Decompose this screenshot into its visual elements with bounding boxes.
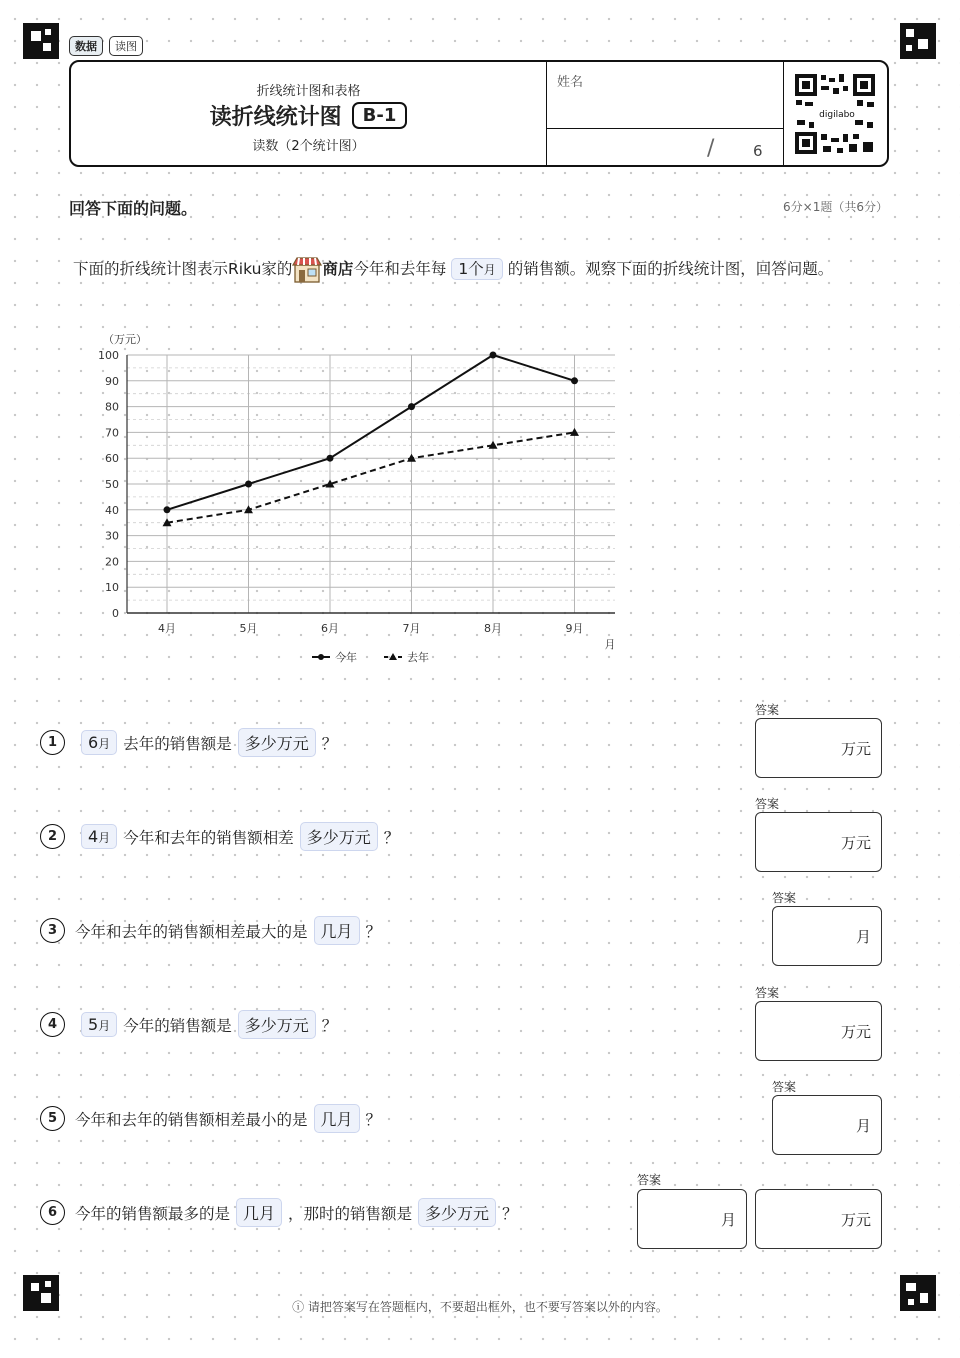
answer-unit: 月 xyxy=(855,1117,871,1135)
month-chip: 4月 xyxy=(81,824,117,849)
worksheet-header xyxy=(69,60,889,167)
x-tick-label: 4月 xyxy=(158,622,176,635)
header-title-area xyxy=(71,62,546,165)
answer-label: 答案 xyxy=(772,891,797,905)
question-text: 今年和去年的销售额相差 xyxy=(123,828,294,847)
answer-label: 答案 xyxy=(755,797,780,811)
header-caption: 读数（2个统计图） xyxy=(252,139,365,154)
ask-chip: 多少万元 xyxy=(238,728,316,757)
category-tags xyxy=(69,36,143,56)
x-tick-label: 7月 xyxy=(402,622,421,635)
y-tick-label: 20 xyxy=(105,555,119,569)
page-title: 读折线统计图 xyxy=(209,105,342,130)
question-2 xyxy=(40,822,399,851)
ask-chip: 多少万元 xyxy=(300,822,378,851)
question-text: 今年和去年的销售额相差最大的是 xyxy=(75,922,308,941)
data-point-0 xyxy=(490,352,497,359)
answer-label: 答案 xyxy=(637,1173,662,1187)
question-end: ？ xyxy=(321,1016,338,1035)
ask-chip-2: 多少万元 xyxy=(418,1198,496,1227)
shop-icon xyxy=(292,256,322,284)
name-score-box xyxy=(546,62,784,165)
y-tick-label: 10 xyxy=(105,581,119,595)
intro-paragraph xyxy=(73,252,893,287)
series-line-1 xyxy=(167,432,575,522)
intro-shop-label: 商店 xyxy=(322,260,354,278)
data-point-0 xyxy=(408,403,415,410)
footer-note: ⓘ 请把答案写在答题框内，不要超出框外，也不要写答案以外的内容。 xyxy=(292,1300,668,1314)
y-tick-label: 100 xyxy=(98,349,119,362)
tag-data: 数据 xyxy=(69,36,103,56)
x-tick-label: 9月 xyxy=(565,622,584,635)
answer-unit: 万元 xyxy=(840,834,871,852)
question-3 xyxy=(40,916,381,945)
y-tick-label: 60 xyxy=(105,452,119,466)
answer-box-2[interactable] xyxy=(755,812,882,872)
legend-marker-0 xyxy=(318,654,324,660)
ask-chip: 几月 xyxy=(314,1104,360,1133)
corner-marker-top-left xyxy=(23,23,59,59)
y-tick-label: 90 xyxy=(105,374,119,388)
intro-text-3: 的销售额。观察下面的折线统计图，回答问题。 xyxy=(507,260,834,278)
y-tick-label: 40 xyxy=(105,503,119,517)
question-text: 今年的销售额最多的是 xyxy=(75,1204,231,1223)
legend-label: 去年 xyxy=(407,651,429,664)
question-number: 3 xyxy=(40,918,65,943)
question-end: ？ xyxy=(321,734,338,753)
answer-label: 答案 xyxy=(755,703,780,717)
legend-label: 今年 xyxy=(335,651,357,664)
answer-box-6b[interactable] xyxy=(755,1189,882,1249)
question-end: ？ xyxy=(383,828,400,847)
legend-marker-1 xyxy=(389,653,397,660)
answer-box-4[interactable] xyxy=(755,1001,882,1061)
answer-unit: 万元 xyxy=(840,740,871,758)
question-number: 2 xyxy=(40,824,65,849)
month-chip: 5月 xyxy=(81,1012,117,1037)
question-number: 5 xyxy=(40,1106,65,1131)
y-tick-label: 70 xyxy=(105,426,119,440)
answer-box-5[interactable] xyxy=(772,1095,882,1155)
ask-chip: 几月 xyxy=(314,916,360,945)
intro-period-chip: 1个月 xyxy=(451,258,502,280)
y-tick-label: 50 xyxy=(105,478,119,491)
corner-marker-top-right xyxy=(900,23,936,59)
question-text: 今年和去年的销售额相差最小的是 xyxy=(75,1110,308,1129)
question-number: 6 xyxy=(40,1200,65,1225)
answer-unit: 月 xyxy=(720,1211,736,1229)
ask-chip: 几月 xyxy=(236,1198,282,1227)
line-chart xyxy=(90,328,640,678)
score-total: 6 xyxy=(753,142,763,160)
x-tick-label: 6月 xyxy=(321,622,339,635)
data-point-0 xyxy=(164,506,171,513)
intro-text-1: 下面的折线统计图表示Riku家的 xyxy=(73,260,293,278)
name-label: 姓名 xyxy=(557,75,584,90)
y-tick-label: 0 xyxy=(112,607,119,620)
tag-read-graph: 读图 xyxy=(109,36,143,56)
answer-unit: 月 xyxy=(855,928,871,946)
level-badge: B-1 xyxy=(352,102,408,129)
data-point-0 xyxy=(571,377,578,384)
question-6 xyxy=(40,1198,518,1227)
answer-unit: 万元 xyxy=(840,1211,871,1229)
answer-box-1[interactable] xyxy=(755,718,882,778)
svg-text:digilabo: digilabo xyxy=(819,110,855,120)
ask-chip: 多少万元 xyxy=(238,1010,316,1039)
qr-code-icon xyxy=(793,72,877,156)
answer-label: 答案 xyxy=(755,986,780,1000)
x-axis-unit: 月 xyxy=(604,638,616,651)
answer-unit: 万元 xyxy=(840,1023,871,1041)
question-end: ？ xyxy=(502,1204,518,1223)
header-subtitle: 折线统计图和表格 xyxy=(256,84,361,99)
x-tick-label: 5月 xyxy=(239,622,258,635)
data-point-0 xyxy=(245,481,252,488)
y-tick-label: 80 xyxy=(105,400,119,414)
question-text: 今年的销售额是 xyxy=(123,1016,232,1035)
answer-box-6a[interactable] xyxy=(637,1189,747,1249)
answer-box-3[interactable] xyxy=(772,906,882,966)
question-5 xyxy=(40,1104,381,1133)
question-number: 4 xyxy=(40,1012,65,1037)
x-tick-label: 8月 xyxy=(484,622,502,635)
question-end: ？ xyxy=(365,1110,382,1129)
y-axis-unit: （万元） xyxy=(103,333,147,346)
score-slash: / xyxy=(707,136,715,161)
question-1 xyxy=(40,728,337,757)
points-info: 6分×1题（共6分） xyxy=(783,200,888,214)
instruction-text: 回答下面的问题。 xyxy=(69,199,198,218)
question-4 xyxy=(40,1010,337,1039)
intro-text-2: 今年和去年每 xyxy=(353,260,447,278)
y-tick-label: 30 xyxy=(105,529,119,543)
question-end: ？ xyxy=(365,922,382,941)
question-text-mid: ，那时的销售额是 xyxy=(288,1204,413,1223)
month-chip: 6月 xyxy=(81,730,117,755)
question-number: 1 xyxy=(40,730,65,755)
data-point-0 xyxy=(327,455,334,462)
answer-label: 答案 xyxy=(772,1080,797,1094)
question-text: 去年的销售额是 xyxy=(123,734,232,753)
